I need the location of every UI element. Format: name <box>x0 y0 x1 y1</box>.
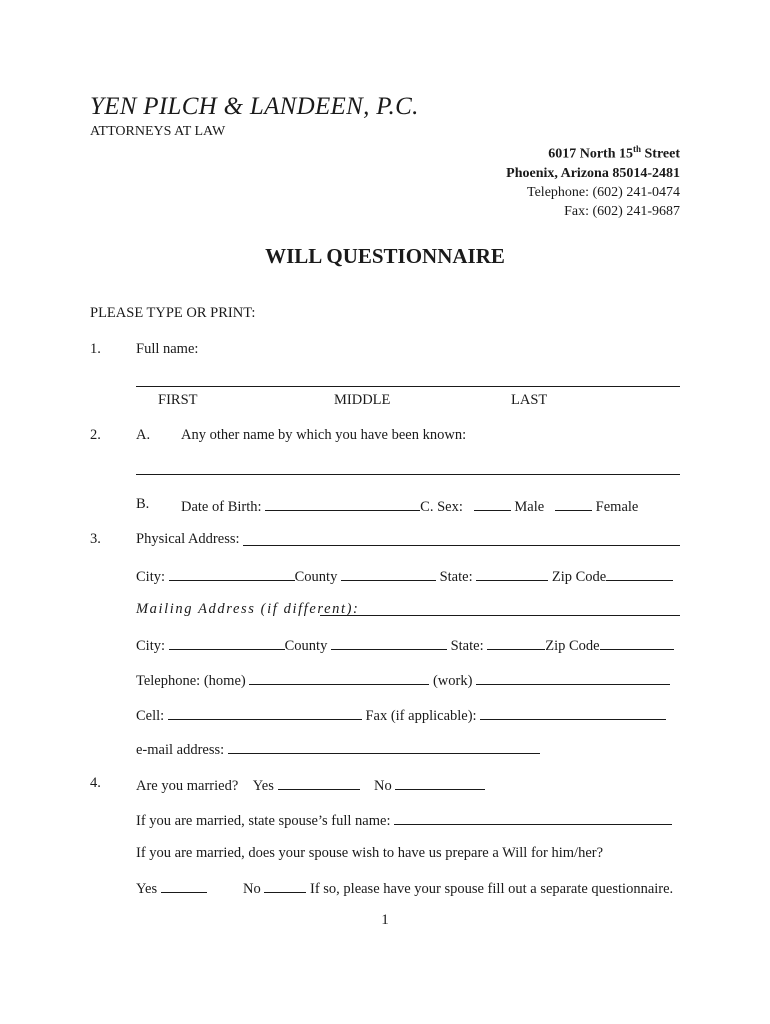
dob-label: Date of Birth: <box>181 499 262 515</box>
telephone-line: Telephone: (602) 241-0474 <box>527 184 680 200</box>
q1-label: Full name: <box>136 341 199 357</box>
married-row <box>136 775 485 795</box>
state-field[interactable] <box>476 566 548 581</box>
cell-label: Cell: <box>136 708 165 724</box>
spouse-will-no-row <box>243 878 673 898</box>
q3-number: 3. <box>90 531 101 547</box>
tel-home-label: Telephone: (home) <box>136 673 246 689</box>
q2a-label: Any other name by which you have been known: <box>181 427 467 443</box>
email-label: e-mail address: <box>136 742 225 758</box>
email-field[interactable] <box>228 739 540 754</box>
fax-field[interactable] <box>480 705 666 720</box>
city-label: City: <box>136 569 166 585</box>
page-number: 1 <box>381 912 389 928</box>
spouse-will-yes-label: Yes <box>136 881 158 897</box>
tel-home-field[interactable] <box>249 670 429 685</box>
street-prefix: 6017 North 15 <box>548 146 633 162</box>
firm-name: YEN PILCH & LANDEEN, P.C. <box>90 93 419 120</box>
cell-field[interactable] <box>168 705 362 720</box>
county-field[interactable] <box>341 566 436 581</box>
spouse-name-label: If you are married, state spouse’s full name: <box>136 813 391 829</box>
telephone-row <box>136 670 670 690</box>
instruction: PLEASE TYPE OR PRINT: <box>90 305 256 321</box>
mailing-state-field[interactable] <box>487 635 545 650</box>
firm-address <box>506 140 680 221</box>
spouse-will-yes-field[interactable] <box>161 878 207 893</box>
physical-city-row <box>136 566 673 586</box>
fax-label: Fax (if applicable): <box>365 708 477 724</box>
mailing-city-label: City: <box>136 638 166 654</box>
other-names-field[interactable] <box>136 474 680 475</box>
last-name-caption: LAST <box>511 392 548 408</box>
spouse-will-yes-row <box>136 878 207 898</box>
zip-field[interactable] <box>606 566 673 581</box>
email-row <box>136 739 540 759</box>
male-field[interactable] <box>474 496 511 511</box>
married-yes-label: Yes <box>252 778 274 794</box>
dob-field[interactable] <box>265 496 420 511</box>
first-name-caption: FIRST <box>158 392 198 408</box>
married-no-field[interactable] <box>395 775 485 790</box>
fax-line: Fax: (602) 241-9687 <box>564 203 680 219</box>
middle-name-caption: MIDDLE <box>334 392 391 408</box>
tel-work-field[interactable] <box>476 670 670 685</box>
physical-address-field[interactable] <box>243 545 680 546</box>
married-label: Are you married? <box>136 778 239 794</box>
q2a-letter: A. <box>136 427 151 443</box>
mailing-county-label: County <box>284 638 328 654</box>
city-field[interactable] <box>169 566 295 581</box>
dob-row <box>181 496 638 516</box>
county-label: County <box>294 569 338 585</box>
mailing-address-label: Mailing Address (if different): <box>136 601 360 617</box>
mailing-county-field[interactable] <box>331 635 447 650</box>
female-label: Female <box>595 499 639 515</box>
full-name-field[interactable] <box>136 386 680 387</box>
mailing-city-row <box>136 635 674 655</box>
street-line <box>506 140 680 164</box>
mailing-city-field[interactable] <box>169 635 285 650</box>
zip-label: Zip Code <box>551 569 607 585</box>
q4-number: 4. <box>90 775 101 791</box>
sex-label: C. Sex: <box>420 499 463 515</box>
q2b-letter: B. <box>136 496 150 512</box>
mailing-state-label: State: <box>450 638 484 654</box>
mailing-zip-field[interactable] <box>600 635 674 650</box>
street-suffix: Street <box>641 146 680 162</box>
mailing-address-field[interactable] <box>320 615 680 616</box>
firm-subtitle: ATTORNEYS AT LAW <box>90 124 226 139</box>
document-title: WILL QUESTIONNAIRE <box>265 244 505 268</box>
tel-work-label: (work) <box>432 673 473 689</box>
mailing-zip-label: Zip Code <box>545 638 600 654</box>
separate-questionnaire-note: If so, please have your spouse fill out a separate questionnaire. <box>309 881 674 897</box>
cell-fax-row <box>136 705 666 725</box>
city-line: Phoenix, Arizona 85014-2481 <box>506 165 680 181</box>
spouse-will-no-label: No <box>243 881 261 897</box>
male-label: Male <box>514 499 545 515</box>
married-no-label: No <box>374 778 392 794</box>
street-sup: th <box>632 144 641 154</box>
spouse-name-row <box>136 810 672 830</box>
q1-number: 1. <box>90 341 101 357</box>
spouse-name-field[interactable] <box>394 810 672 825</box>
physical-address-label: Physical Address: <box>136 531 240 547</box>
spouse-will-no-field[interactable] <box>264 878 306 893</box>
q2-number: 2. <box>90 427 101 443</box>
state-label: State: <box>439 569 473 585</box>
married-yes-field[interactable] <box>278 775 360 790</box>
female-field[interactable] <box>555 496 592 511</box>
spouse-will-question: If you are married, does your spouse wish to have us prepare a Will for him/her? <box>136 845 604 861</box>
